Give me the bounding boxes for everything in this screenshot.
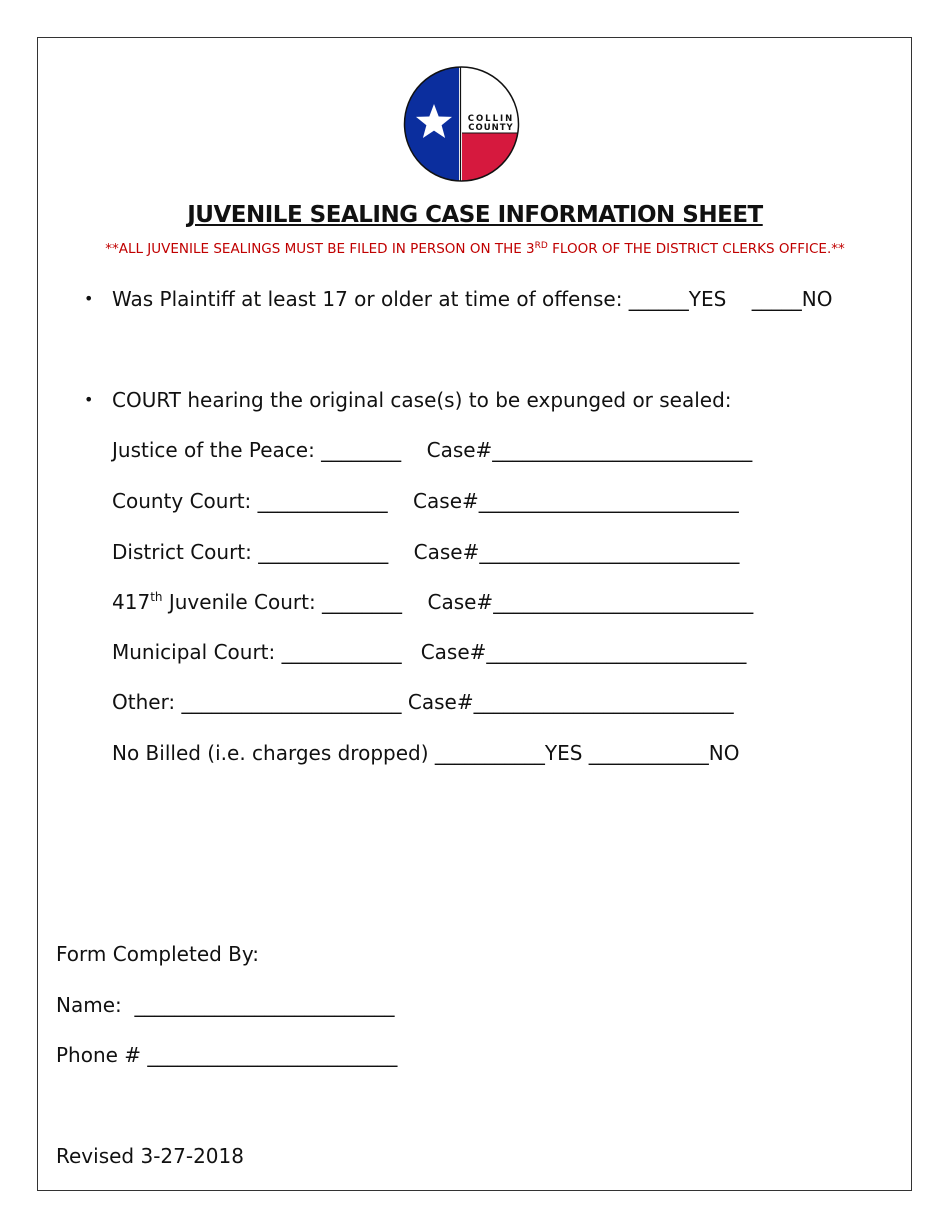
county-court-line: County Court: _____________ Case#__________________________ bbox=[112, 489, 739, 513]
bullet-icon: • bbox=[84, 289, 94, 308]
plaintiff-age-question: Was Plaintiff at least 17 or older at time of offense: ______YES _____NO bbox=[112, 287, 833, 311]
logo-text-line2: COUNTY bbox=[468, 123, 514, 133]
juvenile-court-line bbox=[112, 590, 753, 614]
other-court-line: Other: ______________________ Case#__________________________ bbox=[112, 690, 734, 714]
juvenile-court-number: 417 bbox=[112, 590, 151, 614]
municipal-court-line: Municipal Court: ____________ Case#__________________________ bbox=[112, 640, 747, 664]
filing-notice bbox=[0, 241, 950, 257]
court-heading: COURT hearing the original case(s) to be expunged or sealed: bbox=[112, 388, 732, 412]
notice-superscript: RD bbox=[534, 241, 548, 251]
logo-text-line1: COLLIN bbox=[467, 114, 515, 124]
justice-of-peace-line: Justice of the Peace: ________ Case#__________________________ bbox=[112, 438, 753, 462]
district-court-line: District Court: _____________ Case#__________________________ bbox=[112, 540, 740, 564]
revision-date: Revised 3-27-2018 bbox=[56, 1144, 244, 1168]
form-completed-by-label: Form Completed By: bbox=[56, 942, 260, 966]
logo-red-field bbox=[462, 133, 520, 184]
juvenile-court-ordinal: th bbox=[150, 590, 163, 604]
juvenile-court-rest: Juvenile Court: ________ Case#__________________________ bbox=[162, 590, 754, 614]
bullet-icon: • bbox=[84, 390, 94, 409]
phone-line: Phone # _________________________ bbox=[56, 1043, 398, 1067]
notice-text-after: FLOOR OF THE DISTRICT CLERKS OFFICE.** bbox=[547, 241, 845, 257]
logo-white-field bbox=[462, 64, 520, 114]
notice-text-before: **ALL JUVENILE SEALINGS MUST BE FILED IN PERSON ON THE 3 bbox=[105, 241, 535, 257]
no-billed-line: No Billed (i.e. charges dropped) ___________YES ____________NO bbox=[112, 741, 740, 765]
name-line: Name: __________________________ bbox=[56, 993, 395, 1017]
document-title: JUVENILE SEALING CASE INFORMATION SHEET bbox=[187, 202, 763, 228]
collin-county-logo bbox=[403, 64, 520, 184]
